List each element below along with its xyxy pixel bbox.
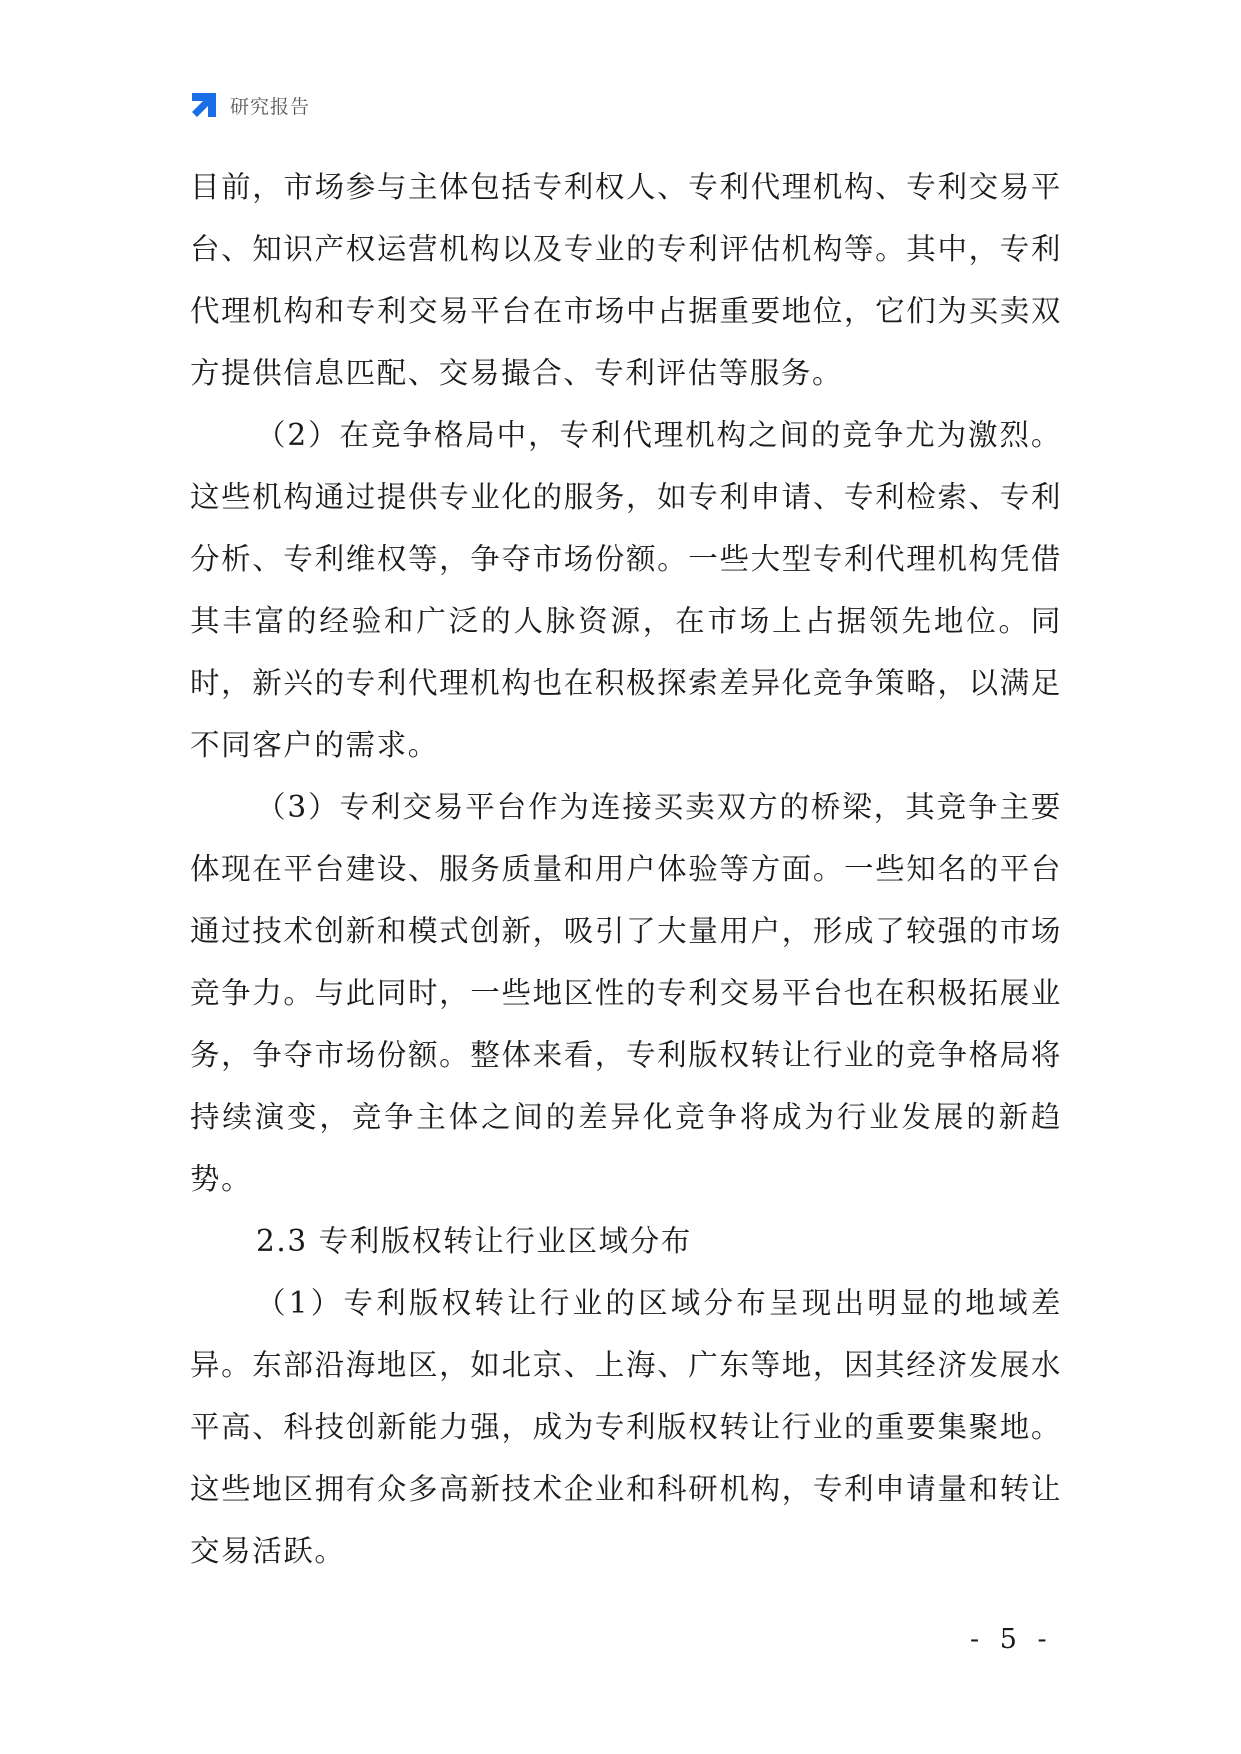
arrow-up-right-icon <box>188 89 220 121</box>
body-paragraph: （2）在竞争格局中，专利代理机构之间的竞争尤为激烈。这些机构通过提供专业化的服务，如专利申请、专利检索、专利分析、专利维权等，争夺市场份额。一些大型专利代理机构凭借其丰富的经验和广泛的人脉资源，在市场上占据领先地位。同时，新兴的专利代理机构也在积极探索差异化竞争策略，以满足不同客户的需求。 <box>190 418 1062 762</box>
report-body <box>190 156 1062 1582</box>
page-number: - 5 - <box>970 1624 1053 1655</box>
page-header <box>188 88 310 122</box>
section-heading: 2.3 专利版权转让行业区域分布 <box>256 1224 692 1258</box>
body-paragraph: （1）专利版权转让行业的区域分布呈现出明显的地域差异。东部沿海地区，如北京、上海、广东等地，因其经济发展水平高、科技创新能力强，成为专利版权转让行业的重要集聚地。这些地区拥有众多高新技术企业和科研机构，专利申请量和转让交易活跃。 <box>190 1286 1062 1568</box>
body-paragraph: （3）专利交易平台作为连接买卖双方的桥梁，其竞争主要体现在平台建设、服务质量和用户体验等方面。一些知名的平台通过技术创新和模式创新，吸引了大量用户，形成了较强的市场竞争力。与此同时，一些地区性的专利交易平台也在积极拓展业务，争夺市场份额。整体来看，专利版权转让行业的竞争格局将持续演变，竞争主体之间的差异化竞争将成为行业发展的新趋势。 <box>190 790 1062 1196</box>
header-title: 研究报告 <box>230 95 311 118</box>
body-paragraph: 目前，市场参与主体包括专利权人、专利代理机构、专利交易平台、知识产权运营机构以及专业的专利评估机构等。其中，专利代理机构和专利交易平台在市场中占据重要地位，它们为买卖双方提供信息匹配、交易撮合、专利评估等服务。 <box>190 170 1062 390</box>
